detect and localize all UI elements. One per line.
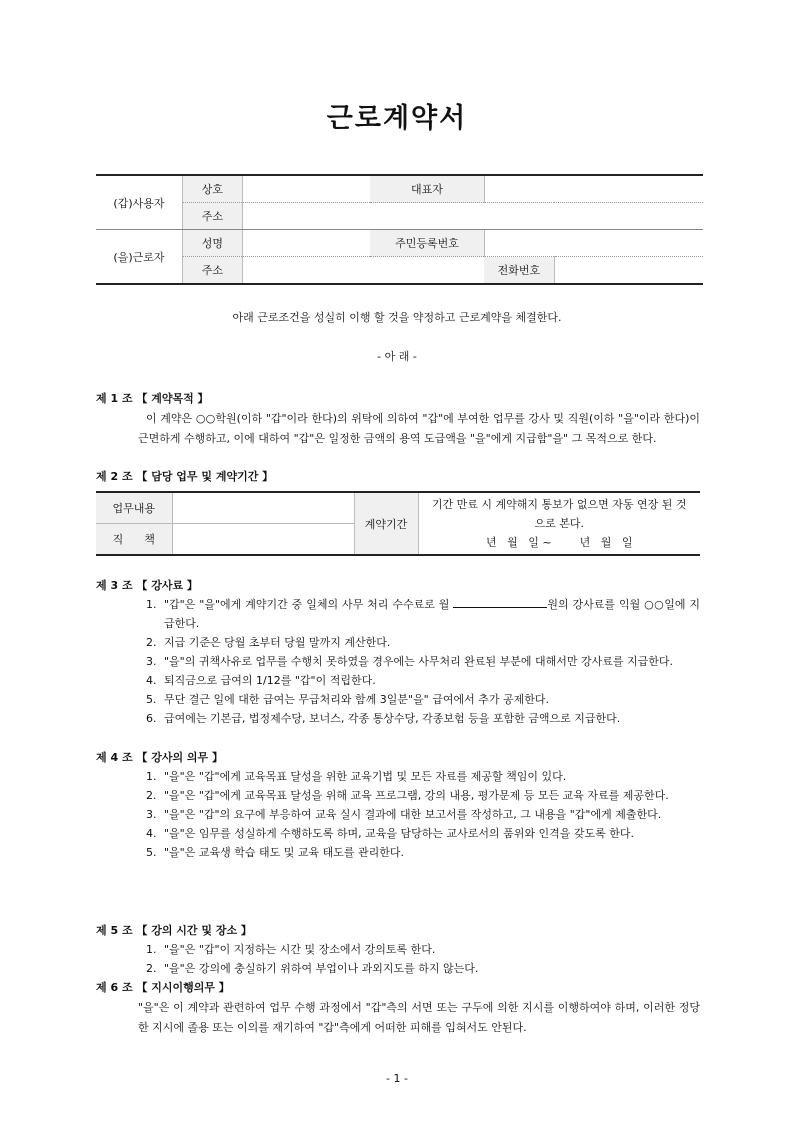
list-item: 1. "갑"은 "을"에게 계약기간 중 일체의 사무 처리 수수료로 월 원의 강사료를 익월 ○○일에 지급한다. [146, 598, 701, 630]
list-item: 5. 무단 결근 일에 대한 급여는 무급처리와 함께 3일분"을" 급여에서 추가 공제한다. [146, 693, 549, 706]
list-item: 6. 급여에는 기본급, 법정제수당, 보너스, 각종 통상수당, 각종보험 등을 포함한 금액으로 지급한다. [146, 712, 621, 725]
name-field[interactable] [242, 230, 370, 257]
employer-address-field[interactable] [242, 203, 703, 230]
period-dates[interactable]: 년 월 일 ~ 년 월 일 [486, 536, 633, 549]
employer-label: (갑)사용자 [96, 175, 182, 230]
document-title: 근로계약서 [326, 103, 468, 134]
representative-field[interactable] [484, 175, 703, 203]
period-cell [418, 492, 700, 555]
period-label: 계약기간 [354, 492, 418, 555]
list-item: 3. "을"은 "갑"의 요구에 부응하여 교육 실시 결과에 대한 보고서를 작성하고, 그 내용을 "갑"에게 제출한다. [146, 808, 662, 821]
company-name-field[interactable] [242, 175, 370, 203]
position-label: 직 책 [96, 524, 172, 556]
intro-text: 아래 근로조건을 성실히 이행 할 것을 약정하고 근로계약을 체결한다. [232, 311, 562, 324]
list-item: 4. "을"은 임무를 성실하게 수행하도록 하며, 교육을 담당하는 교사로서의 품위와 인격을 갖도록 한다. [146, 827, 634, 840]
article-4-list [146, 767, 700, 862]
list-item: 4. 퇴직금으로 급여의 1/12를 "갑"이 적립한다. [146, 674, 376, 687]
period-note: 기간 만료 시 계약해지 통보가 없으면 자동 연장 된 것으로 본다. [431, 498, 687, 530]
resident-number-field[interactable] [484, 230, 703, 257]
article-5-title: 제 5 조 【 강의 시간 및 장소 】 [96, 924, 252, 937]
duties-label: 업무내용 [96, 492, 172, 524]
fee-amount-blank[interactable] [453, 596, 547, 608]
article-5-list [146, 940, 700, 978]
resident-number-label: 주민등록번호 [370, 230, 484, 257]
list-item: 1. "을"은 "갑"이 지정하는 시간 및 장소에서 강의토록 한다. [146, 943, 436, 956]
list-item: 1. "을"은 "갑"에게 교육목표 달성을 위한 교육기법 및 모든 자료를 제공할 책임이 있다. [146, 770, 567, 783]
employee-label: (을)근로자 [96, 230, 182, 285]
phone-field[interactable] [554, 257, 703, 285]
position-field[interactable] [172, 524, 354, 556]
article-4-title: 제 4 조 【 강사의 의무 】 [96, 751, 224, 764]
page-number: - 1 - [386, 1072, 408, 1085]
article-1-body: 이 계약은 ○○학원(이하 "갑"이라 한다)의 위탁에 의하여 "갑"에 부여한 업무를 강사 및 직원(이하 "을"이라 한다)이 근면하게 수행하고, 이에 대하여 "갑"은 일정한 금액의 용역 도급액을 "을"에게 지급함"을" 그 목적으로 한다. [138, 412, 700, 445]
article-2-title: 제 2 조 【 담당 업무 및 계약기간 】 [96, 470, 274, 483]
duties-field[interactable] [172, 492, 354, 524]
employee-address-field[interactable] [242, 257, 484, 285]
employer-address-label: 주소 [182, 203, 242, 230]
article-1-title: 제 1 조 【 계약목적 】 [96, 392, 209, 405]
article-6-title: 제 6 조 【 지시이행의무 】 [96, 981, 230, 994]
phone-label: 전화번호 [484, 257, 554, 285]
representative-label: 대표자 [370, 175, 484, 203]
list-item: 2. "을"은 "갑"에게 교육목표 달성을 위해 교육 프로그램, 강의 내용, 평가문제 등 모든 교육 자료를 제공한다. [146, 789, 669, 802]
list-item: 5. "을"은 교육생 학습 태도 및 교육 태도를 관리한다. [146, 846, 404, 859]
article-6-body: "을"은 이 계약과 관련하여 업무 수행 과정에서 "갑"측의 서면 또는 구두에 의한 지시를 이행하여야 하며, 이러한 정당한 지시에 졸용 또는 이의를 재기하여 "갑"측에게 어떠한 피해를 입혀서도 안된다. [138, 1001, 700, 1034]
list-item: 3. "을"의 귀책사유로 업무를 수행치 못하였을 경우에는 사무처리 완료된 부분에 대해서만 강사료를 지급한다. [146, 655, 673, 668]
period-table [96, 491, 700, 556]
party-table [96, 174, 703, 285]
company-name-label: 상호 [182, 175, 242, 203]
list-item: 2. "을"은 강의에 충실하기 위하여 부업이나 과외지도를 하지 않는다. [146, 962, 479, 975]
name-label: 성명 [182, 230, 242, 257]
a-heading: - 아 래 - [377, 350, 417, 363]
article-3-list [146, 595, 700, 728]
article-3-title: 제 3 조 【 강사료 】 [96, 579, 198, 592]
list-item: 2. 지급 기준은 당월 초부터 당월 말까지 계산한다. [146, 636, 391, 649]
employee-address-label: 주소 [182, 257, 242, 285]
